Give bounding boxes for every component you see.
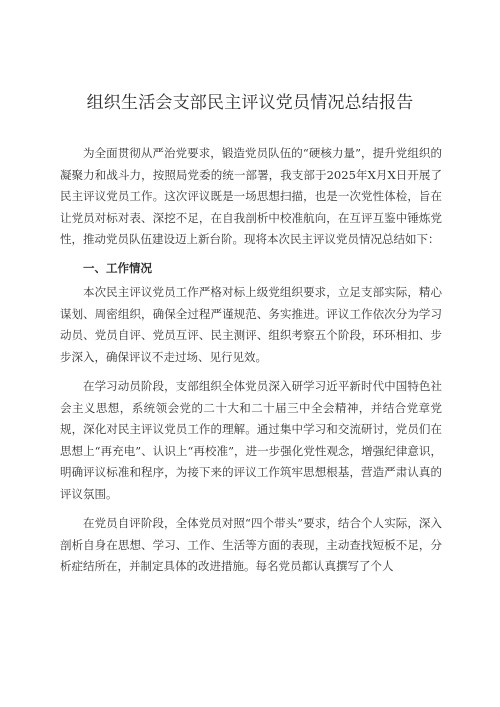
intro-paragraph: 为全面贯彻从严治党要求，锻造党员队伍的“硬核力量”，提升党组织的凝聚力和战斗力，按照局党委的统一部署，我支部于2025年X月X日开展了民主评议党员工作。这次评议既是一场思想扫描，也是一次党性体检，旨在让党员对标对表、深挖不足，在自我剖析中校准航向，在互评互鉴中锤炼党性，推动党员队伍建设迈上新台阶。现将本次民主评议党员情况总结如下： <box>60 146 442 247</box>
section-heading-work-status: 一、工作情况 <box>83 261 152 276</box>
body-paragraph: 本次民主评议党员工作严格对标上级党组织要求，立足支部实际，精心谋划、周密组织，确保全过程严谨规范、务实推进。评议工作依次分为学习动员、党员自评、党员互评、民主测评、组织考察五个阶段，环环相扣、步步深入，确保评议不走过场、见行见效。 <box>60 285 442 364</box>
body-paragraph: 在学习动员阶段，支部组织全体党员深入研学习近平新时代中国特色社会主义思想，系统领会党的二十大和二十届三中全会精神，并结合党章党规，深化对民主评议党员工作的理解。通过集中学习和交流研讨，党员们在思想上“再充电”、认识上“再校准”，进一步强化党性观念，增强纪律意识，明确评议标准和程序，为接下来的评议工作筑牢思想根基，营造严肃认真的评议氛围。 <box>60 378 442 501</box>
document-title: 组织生活会支部民主评议党员情况总结报告 <box>86 93 414 113</box>
body-paragraph: 在党员自评阶段，全体党员对照“四个带头”要求，结合个人实际，深入剖析自身在思想、学习、工作、生活等方面的表现，主动查找短板不足，分析症结所在，并制定具体的改进措施。每名党员都认真撰写了个人 <box>60 516 442 574</box>
document-body <box>60 143 442 585</box>
